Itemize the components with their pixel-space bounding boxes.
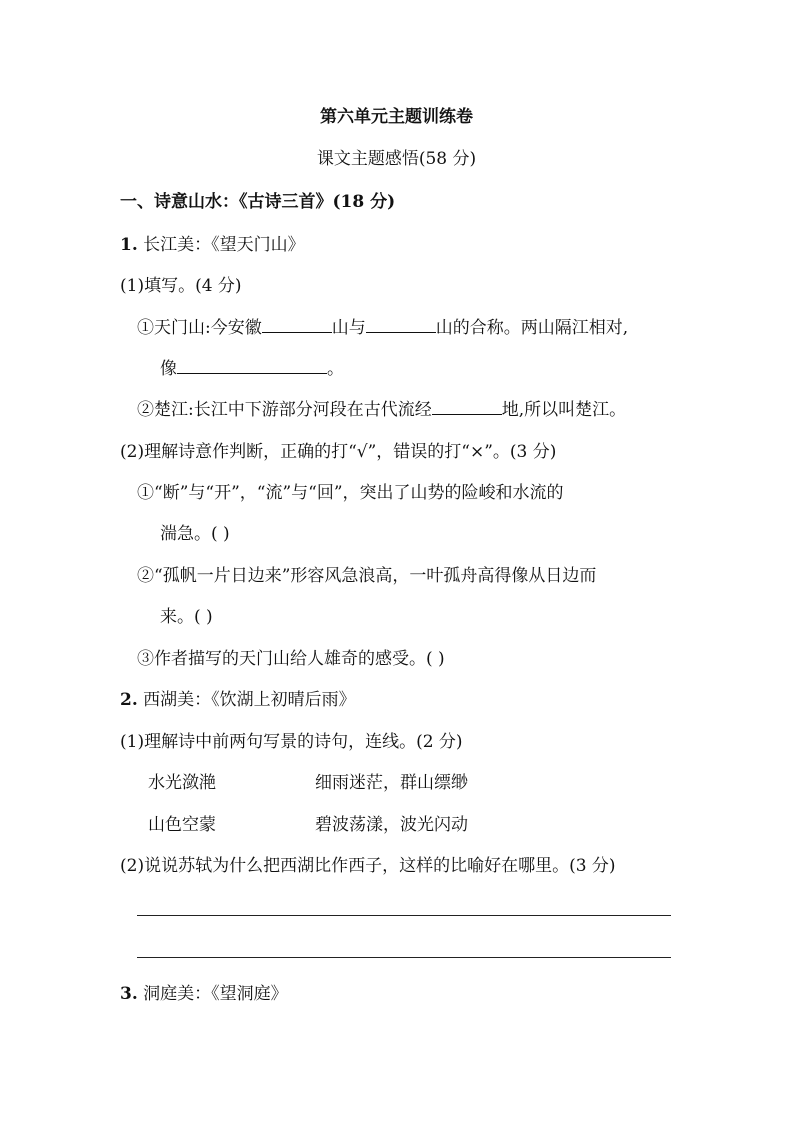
- q1-part2-item3[interactable]: ③作者描写的天门山给人雄奇的感受。( ): [137, 649, 445, 669]
- text-segment: 山的合称。两山隔江相对,: [435, 318, 629, 338]
- answer-line[interactable]: [137, 957, 671, 958]
- q1-part1-item2: [137, 398, 626, 422]
- fill-blank[interactable]: [432, 398, 502, 415]
- text-segment: 山与: [331, 318, 366, 338]
- fill-blank[interactable]: [366, 316, 436, 333]
- q1-part1-item1-cont: [160, 357, 344, 381]
- match-left-item[interactable]: 山色空蒙: [148, 815, 216, 835]
- question-label: 洞庭美：《望洞庭》: [143, 984, 288, 1004]
- question-number: 1.: [120, 235, 138, 255]
- page-title: 第六单元主题训练卷: [320, 107, 473, 127]
- text-segment: ①天门山:今安徽: [137, 318, 262, 338]
- q1-part1-title: (1)填写。(4 分): [120, 276, 242, 296]
- q1-part2-item1: ①“断”与“开”，“流”与“回”，突出了山势的险峻和水流的: [137, 483, 564, 503]
- text-segment: 。: [327, 359, 344, 379]
- fill-blank[interactable]: [177, 357, 327, 374]
- question-label: 长江美：《望天门山》: [143, 235, 305, 255]
- q1-part2-title: (2)理解诗意作判断，正确的打“√”，错误的打“×”。(3 分): [120, 442, 557, 462]
- question-2: [120, 688, 356, 712]
- question-number: 3.: [120, 984, 138, 1004]
- match-left-item[interactable]: 水光潋滟: [148, 773, 216, 793]
- match-right-item[interactable]: 细雨迷茫，群山缥缈: [315, 773, 468, 793]
- answer-line[interactable]: [137, 915, 671, 916]
- q2-part1-title: (1)理解诗中前两句写景的诗句，连线。(2 分): [120, 732, 463, 752]
- q1-part2-item2: ②“孤帆一片日边来”形容风急浪高，一叶孤舟高得像从日边而: [137, 566, 597, 586]
- question-3: [120, 982, 288, 1006]
- text-segment: ②楚江:长江中下游部分河段在古代流经: [137, 400, 432, 420]
- fill-blank[interactable]: [262, 316, 332, 333]
- text-segment: 像: [160, 359, 177, 379]
- page-subtitle: 课文主题感悟(58 分): [316, 149, 477, 169]
- q2-part2-title: (2)说说苏轼为什么把西湖比作西子，这样的比喻好在哪里。(3 分): [120, 856, 616, 876]
- q1-part2-item1-cont[interactable]: 湍急。( ): [160, 524, 230, 544]
- text-segment: 地,所以叫楚江。: [501, 400, 627, 420]
- question-label: 西湖美：《饮湖上初晴后雨》: [143, 690, 356, 710]
- question-number: 2.: [120, 690, 138, 710]
- q1-part2-item2-cont[interactable]: 来。( ): [160, 607, 213, 627]
- question-1: [120, 233, 305, 257]
- section-heading: 一、诗意山水：《古诗三首》(18 分): [120, 192, 396, 212]
- match-right-item[interactable]: 碧波荡漾，波光闪动: [315, 815, 468, 835]
- q1-part1-item1: [137, 316, 628, 340]
